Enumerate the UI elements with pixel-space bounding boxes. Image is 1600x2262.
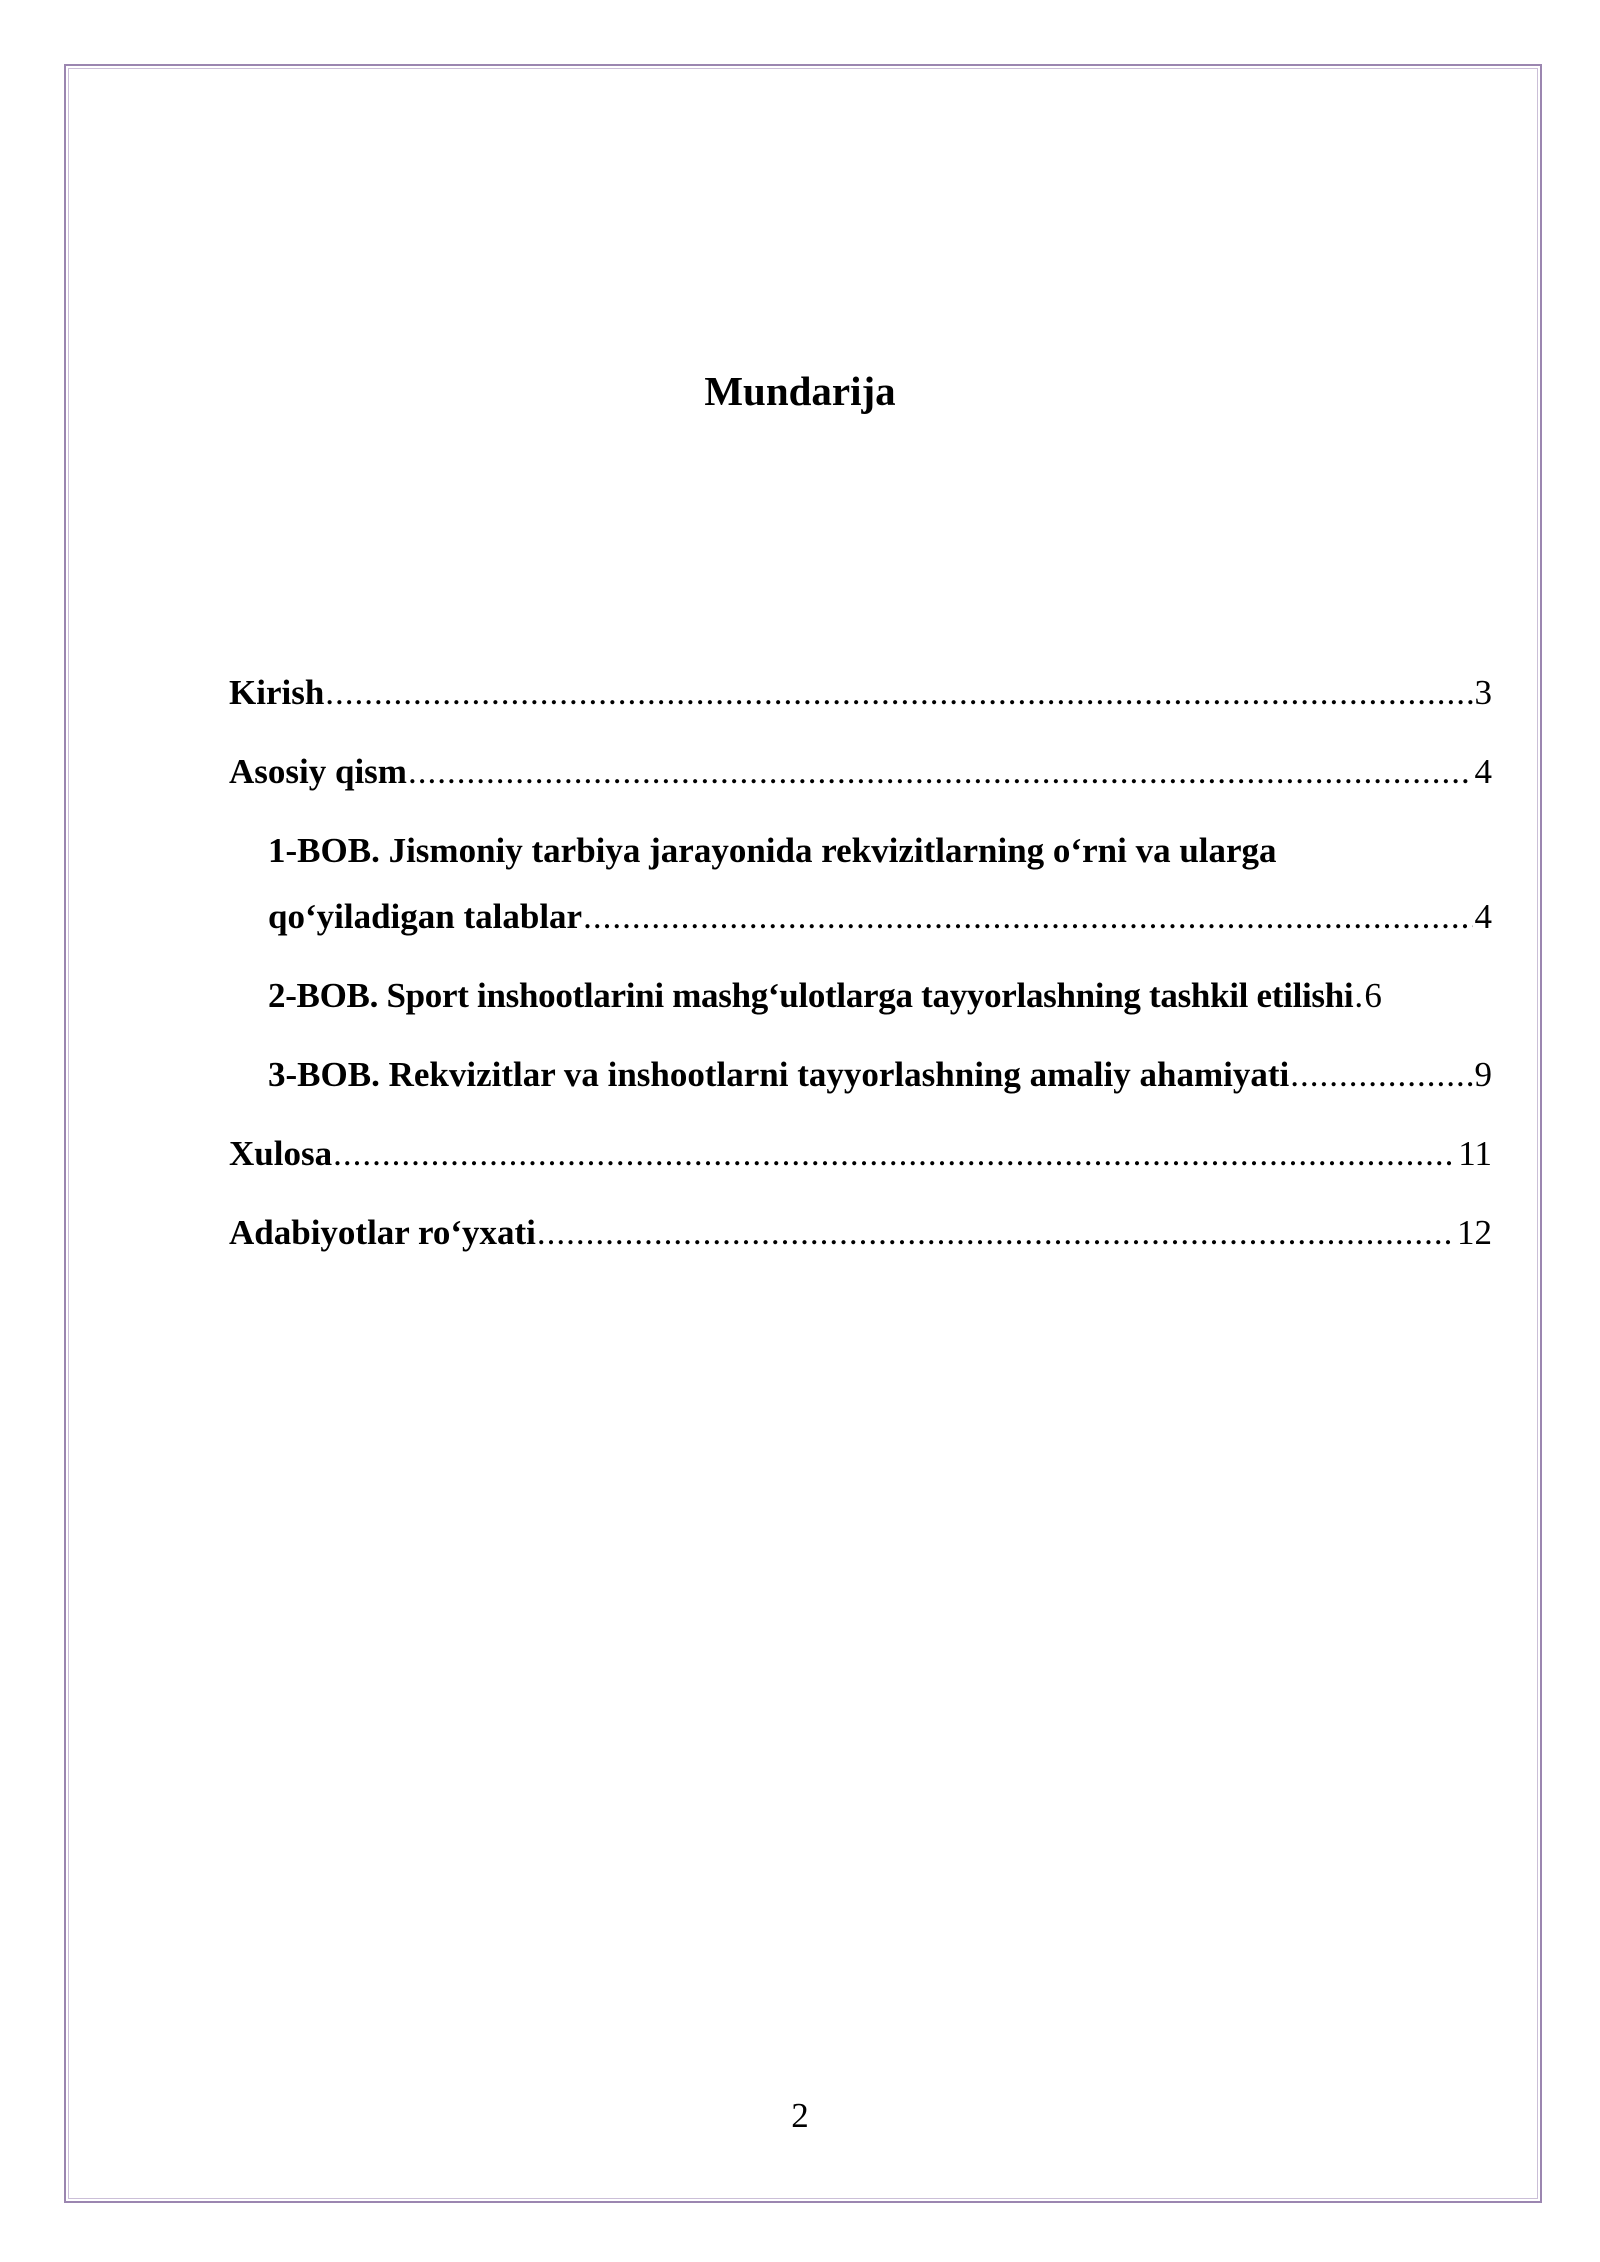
toc-entry-adabiyotlar[interactable] [229, 1200, 1492, 1279]
toc-entry-text: Adabiyotlar ro‘yxati [229, 1213, 536, 1252]
dot-leader [537, 1200, 1455, 1266]
toc-entry-kirish[interactable] [229, 660, 1492, 739]
toc-page-number: 4 [1474, 897, 1492, 936]
toc-entry-text: 2-BOB. Sport inshootlarini mashg‘ulotlarga tayyorlashning tashkil etilishi [268, 976, 1354, 1015]
toc-page-number: 6 [1364, 976, 1382, 1015]
dot-leader [583, 884, 1472, 950]
toc-entry-xulosa[interactable] [229, 1121, 1492, 1200]
toc-entry-chapter-1[interactable] [229, 818, 1492, 963]
toc-entry-text: 3-BOB. Rekvizitlar va inshootlarni tayyorlashning amaliy ahamiyati [268, 1055, 1290, 1094]
toc-entry-chapter-3[interactable] [229, 1042, 1492, 1121]
dot-leader [1290, 1042, 1472, 1108]
dot-leader [333, 1121, 1456, 1187]
toc-entry-text-line1: 1-BOB. Jismoniy tarbiya jarayonida rekvizitlarning o‘rni va ularga [268, 831, 1277, 870]
table-of-contents [229, 660, 1492, 1279]
dot-leader [408, 739, 1473, 805]
toc-entry-asosiy-qism[interactable] [229, 739, 1492, 818]
page-number: 2 [791, 2096, 809, 2135]
dot-leader [325, 660, 1472, 726]
toc-page-number: 9 [1474, 1055, 1492, 1094]
toc-entry-text: Kirish [229, 673, 325, 712]
toc-entry-chapter-2[interactable] [229, 963, 1492, 1042]
toc-entry-text: Asosiy qism [229, 752, 407, 791]
dot-leader [1354, 963, 1362, 1029]
toc-page-number: 12 [1457, 1213, 1492, 1252]
page-title: Mundarija [704, 368, 896, 414]
toc-page-number: 11 [1458, 1134, 1492, 1173]
toc-page-number: 3 [1474, 673, 1492, 712]
toc-entry-text: Xulosa [229, 1134, 333, 1173]
toc-page-number: 4 [1474, 752, 1492, 791]
toc-entry-text-line2: qo‘yiladigan talablar [268, 897, 583, 936]
